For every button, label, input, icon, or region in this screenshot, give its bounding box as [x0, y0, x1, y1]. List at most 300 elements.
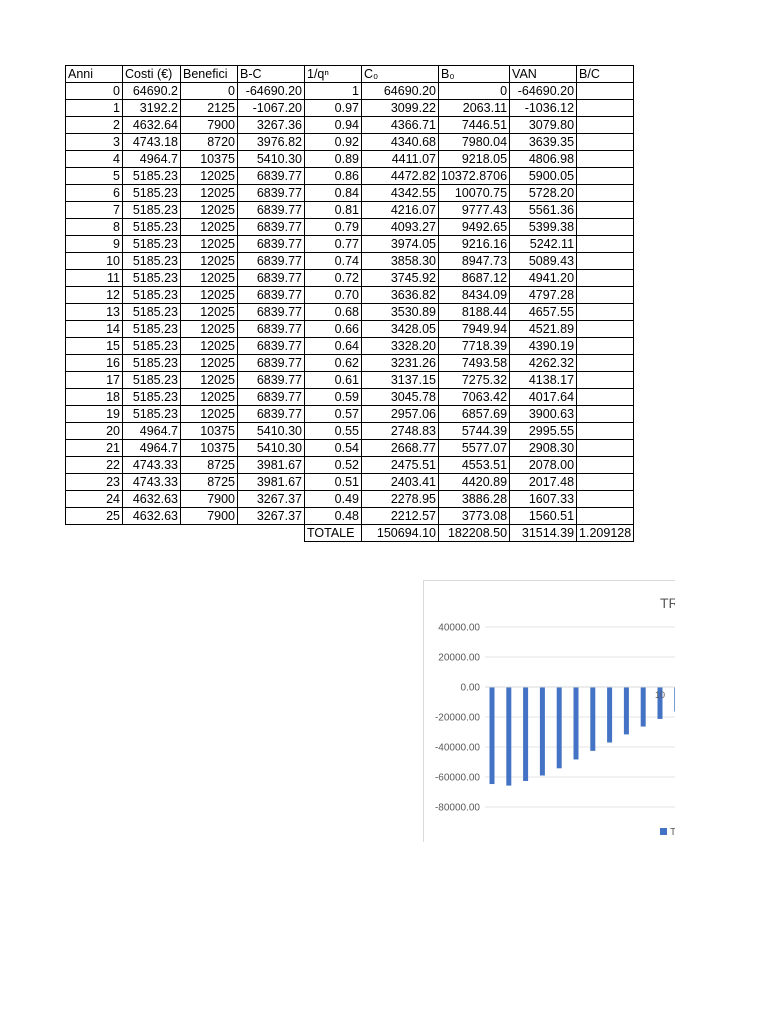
cell-b0[interactable]: 9216.16: [439, 236, 510, 253]
table-row: [66, 423, 634, 440]
cell-costi[interactable]: 5185.23: [123, 304, 181, 321]
cell-benefici[interactable]: 12025: [181, 355, 238, 372]
cell-b-minus-c[interactable]: 6839.77: [238, 270, 305, 287]
table-row: [66, 321, 634, 338]
cell-benefici[interactable]: 12025: [181, 338, 238, 355]
cell-anni[interactable]: 11: [66, 270, 123, 287]
cell-anni[interactable]: 6: [66, 185, 123, 202]
cell-van[interactable]: 4806.98: [510, 151, 577, 168]
cell-discount-factor[interactable]: 0.62: [305, 355, 362, 372]
cell-costi[interactable]: 4743.33: [123, 474, 181, 491]
cell-b-minus-c[interactable]: -1067.20: [238, 100, 305, 117]
chart-bar: [506, 687, 511, 786]
cell-c0[interactable]: 3328.20: [362, 338, 439, 355]
cell-costi[interactable]: 5185.23: [123, 168, 181, 185]
cell-c0[interactable]: 4093.27: [362, 219, 439, 236]
cell-benefici[interactable]: 12025: [181, 202, 238, 219]
cell-van[interactable]: 5728.20: [510, 185, 577, 202]
cell-benefici[interactable]: 10375: [181, 440, 238, 457]
cell-b-minus-c[interactable]: 5410.30: [238, 423, 305, 440]
cell-b-minus-c[interactable]: 6839.77: [238, 185, 305, 202]
table-row: [66, 134, 634, 151]
cell-c0[interactable]: 3137.15: [362, 372, 439, 389]
cell-anni[interactable]: 12: [66, 287, 123, 304]
cell-discount-factor[interactable]: 0.97: [305, 100, 362, 117]
chart-container[interactable]: [423, 580, 679, 842]
cell-b-over-c[interactable]: [577, 338, 634, 355]
cell-benefici[interactable]: 8720: [181, 134, 238, 151]
cell-discount-factor[interactable]: 0.61: [305, 372, 362, 389]
cell-costi[interactable]: 5185.23: [123, 389, 181, 406]
cell-c0[interactable]: 3530.89: [362, 304, 439, 321]
table-row: [66, 117, 634, 134]
cell-discount-factor[interactable]: 0.66: [305, 321, 362, 338]
cell-benefici[interactable]: 12025: [181, 168, 238, 185]
cell-van[interactable]: 2017.48: [510, 474, 577, 491]
header-discount-factor[interactable]: 1/qⁿ: [305, 66, 362, 83]
chart-y-tick-label: -20000.00: [434, 712, 480, 724]
cell-b-over-c[interactable]: [577, 253, 634, 270]
data-table: [65, 65, 634, 542]
cell-b-over-c[interactable]: [577, 236, 634, 253]
cell-anni[interactable]: 23: [66, 474, 123, 491]
table-row: [66, 151, 634, 168]
cell-costi[interactable]: 4743.33: [123, 457, 181, 474]
cell-van[interactable]: -64690.20: [510, 83, 577, 100]
cell-b-minus-c[interactable]: 3267.36: [238, 117, 305, 134]
cell-anni[interactable]: 22: [66, 457, 123, 474]
cell-costi[interactable]: 4964.7: [123, 151, 181, 168]
cell-discount-factor[interactable]: 0.57: [305, 406, 362, 423]
cell-b-over-c[interactable]: [577, 270, 634, 287]
cell-b0[interactable]: 0: [439, 83, 510, 100]
cell-costi[interactable]: 4632.63: [123, 491, 181, 508]
cell-van[interactable]: 5399.38: [510, 219, 577, 236]
table-row: [66, 474, 634, 491]
cell-anni[interactable]: 9: [66, 236, 123, 253]
cell-c0[interactable]: 2748.83: [362, 423, 439, 440]
cell-b-minus-c[interactable]: 6839.77: [238, 338, 305, 355]
cell-c0[interactable]: 2957.06: [362, 406, 439, 423]
cell-b0[interactable]: 9492.65: [439, 219, 510, 236]
cell-b-minus-c[interactable]: 6839.77: [238, 389, 305, 406]
cell-van[interactable]: 4262.32: [510, 355, 577, 372]
empty-cell: [238, 525, 305, 542]
cell-b-minus-c[interactable]: 5410.30: [238, 151, 305, 168]
cell-discount-factor[interactable]: 0.72: [305, 270, 362, 287]
cell-benefici[interactable]: 12025: [181, 253, 238, 270]
table-row: [66, 185, 634, 202]
chart-y-tick-label: 0.00: [460, 682, 480, 694]
cell-anni[interactable]: 15: [66, 338, 123, 355]
cell-c0[interactable]: 4472.82: [362, 168, 439, 185]
cell-b0[interactable]: 6857.69: [439, 406, 510, 423]
cell-van[interactable]: 4941.20: [510, 270, 577, 287]
table-row: [66, 253, 634, 270]
cell-b-minus-c[interactable]: 6839.77: [238, 406, 305, 423]
table-row: [66, 457, 634, 474]
cell-van[interactable]: 4797.28: [510, 287, 577, 304]
cell-benefici[interactable]: 8725: [181, 474, 238, 491]
empty-cell: [66, 525, 123, 542]
bar-chart[interactable]: [423, 580, 679, 842]
cell-van[interactable]: 4017.64: [510, 389, 577, 406]
header-costi[interactable]: Costi (€): [123, 66, 181, 83]
cell-discount-factor[interactable]: 0.54: [305, 440, 362, 457]
cell-costi[interactable]: 64690.2: [123, 83, 181, 100]
cell-benefici[interactable]: 7900: [181, 117, 238, 134]
chart-bar: [523, 687, 528, 781]
header-benefici[interactable]: Benefici: [181, 66, 238, 83]
cell-van[interactable]: 3639.35: [510, 134, 577, 151]
total-b0[interactable]: 182208.50: [439, 525, 510, 542]
cell-benefici[interactable]: 12025: [181, 287, 238, 304]
cell-van[interactable]: 3900.63: [510, 406, 577, 423]
cell-b-over-c[interactable]: [577, 168, 634, 185]
cell-c0[interactable]: 2212.57: [362, 508, 439, 525]
cell-b-over-c[interactable]: [577, 117, 634, 134]
cell-b-minus-c[interactable]: 6839.77: [238, 355, 305, 372]
cell-costi[interactable]: 3192.2: [123, 100, 181, 117]
table-row: [66, 100, 634, 117]
cell-b-over-c[interactable]: [577, 304, 634, 321]
cell-c0[interactable]: 3428.05: [362, 321, 439, 338]
cell-b-over-c[interactable]: [577, 372, 634, 389]
cell-van[interactable]: 4657.55: [510, 304, 577, 321]
cell-benefici[interactable]: 10375: [181, 423, 238, 440]
cell-anni[interactable]: 8: [66, 219, 123, 236]
cell-discount-factor[interactable]: 0.68: [305, 304, 362, 321]
cell-b-over-c[interactable]: [577, 457, 634, 474]
table-row: [66, 202, 634, 219]
cell-costi[interactable]: 4632.64: [123, 117, 181, 134]
cell-b-minus-c[interactable]: 3981.67: [238, 457, 305, 474]
table-row: [66, 287, 634, 304]
chart-bar: [574, 687, 579, 759]
cell-costi[interactable]: 5185.23: [123, 406, 181, 423]
cell-b-minus-c[interactable]: 3267.37: [238, 491, 305, 508]
cell-b-minus-c[interactable]: 3267.37: [238, 508, 305, 525]
cell-anni[interactable]: 19: [66, 406, 123, 423]
header-b-minus-c[interactable]: B-C: [238, 66, 305, 83]
cell-c0[interactable]: 3231.26: [362, 355, 439, 372]
cell-discount-factor[interactable]: 0.86: [305, 168, 362, 185]
cell-van[interactable]: 4521.89: [510, 321, 577, 338]
header-b0[interactable]: B₀: [439, 66, 510, 83]
cell-b0[interactable]: 7980.04: [439, 134, 510, 151]
chart-bar: [590, 687, 595, 751]
cell-van[interactable]: 4138.17: [510, 372, 577, 389]
total-van[interactable]: 31514.39: [510, 525, 577, 542]
chart-y-tick-label: -60000.00: [434, 772, 480, 784]
cell-c0[interactable]: 2278.95: [362, 491, 439, 508]
cell-b-over-c[interactable]: [577, 219, 634, 236]
header-c0[interactable]: C₀: [362, 66, 439, 83]
cell-c0[interactable]: 4340.68: [362, 134, 439, 151]
chart-legend-swatch: [660, 828, 667, 835]
table-row: [66, 355, 634, 372]
table-row: [66, 270, 634, 287]
cell-benefici[interactable]: 12025: [181, 389, 238, 406]
cell-c0[interactable]: 3974.05: [362, 236, 439, 253]
cell-van[interactable]: 1560.51: [510, 508, 577, 525]
cell-b0[interactable]: 8434.09: [439, 287, 510, 304]
cell-b0[interactable]: 9218.05: [439, 151, 510, 168]
cell-anni[interactable]: 20: [66, 423, 123, 440]
chart-legend-label: T: [670, 827, 677, 838]
cell-discount-factor[interactable]: 0.52: [305, 457, 362, 474]
cell-van[interactable]: 5900.05: [510, 168, 577, 185]
cell-b0[interactable]: 7718.39: [439, 338, 510, 355]
cell-b-minus-c[interactable]: 3981.67: [238, 474, 305, 491]
cell-b-minus-c[interactable]: 5410.30: [238, 440, 305, 457]
cell-b0[interactable]: 7493.58: [439, 355, 510, 372]
cell-b-over-c[interactable]: [577, 474, 634, 491]
cell-c0[interactable]: 4342.55: [362, 185, 439, 202]
cell-b0[interactable]: 7063.42: [439, 389, 510, 406]
cell-costi[interactable]: 5185.23: [123, 202, 181, 219]
total-c0[interactable]: 150694.10: [362, 525, 439, 542]
cell-discount-factor[interactable]: 0.70: [305, 287, 362, 304]
cell-b-over-c[interactable]: [577, 406, 634, 423]
cell-discount-factor[interactable]: 0.84: [305, 185, 362, 202]
cell-b-over-c[interactable]: [577, 423, 634, 440]
cell-anni[interactable]: 10: [66, 253, 123, 270]
table-row: [66, 406, 634, 423]
cell-discount-factor[interactable]: 0.64: [305, 338, 362, 355]
cell-costi[interactable]: 4632.63: [123, 508, 181, 525]
cell-van[interactable]: 2995.55: [510, 423, 577, 440]
cell-c0[interactable]: 3636.82: [362, 287, 439, 304]
cell-b0[interactable]: 9777.43: [439, 202, 510, 219]
cell-b-over-c[interactable]: [577, 491, 634, 508]
cell-van[interactable]: 2078.00: [510, 457, 577, 474]
cell-c0[interactable]: 4366.71: [362, 117, 439, 134]
cell-b-minus-c[interactable]: 6839.77: [238, 202, 305, 219]
cell-anni[interactable]: 24: [66, 491, 123, 508]
cell-benefici[interactable]: 12025: [181, 304, 238, 321]
cell-b-over-c[interactable]: [577, 202, 634, 219]
cell-b0[interactable]: 4420.89: [439, 474, 510, 491]
cell-b-minus-c[interactable]: 3976.82: [238, 134, 305, 151]
cell-b0[interactable]: 3773.08: [439, 508, 510, 525]
cell-b-over-c[interactable]: [577, 355, 634, 372]
chart-y-tick-label: 40000.00: [438, 622, 480, 634]
cell-b-over-c[interactable]: [577, 389, 634, 406]
cell-b-minus-c[interactable]: 6839.77: [238, 304, 305, 321]
cell-b-over-c[interactable]: [577, 134, 634, 151]
table-row: [66, 83, 634, 100]
cell-b0[interactable]: 7949.94: [439, 321, 510, 338]
cell-van[interactable]: 5089.43: [510, 253, 577, 270]
cell-c0[interactable]: 4411.07: [362, 151, 439, 168]
header-row: [66, 66, 634, 83]
chart-bar: [607, 687, 612, 743]
cell-costi[interactable]: 5185.23: [123, 270, 181, 287]
cell-b-over-c[interactable]: [577, 83, 634, 100]
cell-costi[interactable]: 5185.23: [123, 236, 181, 253]
chart-bar: [624, 687, 629, 734]
cell-benefici[interactable]: 0: [181, 83, 238, 100]
cell-b0[interactable]: 10372.8706: [439, 168, 510, 185]
cell-discount-factor[interactable]: 0.92: [305, 134, 362, 151]
cell-c0[interactable]: 2668.77: [362, 440, 439, 457]
cell-costi[interactable]: 4743.18: [123, 134, 181, 151]
cell-b-minus-c[interactable]: 6839.77: [238, 168, 305, 185]
cell-anni[interactable]: 25: [66, 508, 123, 525]
cell-c0[interactable]: 3099.22: [362, 100, 439, 117]
cell-van[interactable]: 4390.19: [510, 338, 577, 355]
cell-costi[interactable]: 5185.23: [123, 338, 181, 355]
cell-discount-factor[interactable]: 0.59: [305, 389, 362, 406]
cell-anni[interactable]: 3: [66, 134, 123, 151]
cell-c0[interactable]: 3045.78: [362, 389, 439, 406]
cell-b0[interactable]: 3886.28: [439, 491, 510, 508]
cell-b0[interactable]: 8188.44: [439, 304, 510, 321]
cell-van[interactable]: 3079.80: [510, 117, 577, 134]
chart-bar: [490, 687, 495, 784]
cell-anni[interactable]: 1: [66, 100, 123, 117]
cell-b0[interactable]: 5577.07: [439, 440, 510, 457]
cell-anni[interactable]: 21: [66, 440, 123, 457]
cell-benefici[interactable]: 12025: [181, 270, 238, 287]
cell-b-over-c[interactable]: [577, 508, 634, 525]
table-row: [66, 372, 634, 389]
chart-bars: [490, 687, 676, 786]
total-label[interactable]: TOTALE: [305, 525, 362, 542]
cell-b0[interactable]: 8947.73: [439, 253, 510, 270]
cell-discount-factor[interactable]: 1: [305, 83, 362, 100]
chart-y-axis: [435, 623, 480, 814]
cell-c0[interactable]: 3745.92: [362, 270, 439, 287]
chart-title: TR: [660, 595, 679, 611]
table-row: [66, 168, 634, 185]
cell-benefici[interactable]: 8725: [181, 457, 238, 474]
cell-benefici[interactable]: 12025: [181, 236, 238, 253]
chart-y-tick-label: 20000.00: [438, 652, 480, 664]
cell-van[interactable]: -1036.12: [510, 100, 577, 117]
cell-b-minus-c[interactable]: 6839.77: [238, 236, 305, 253]
cell-van[interactable]: 1607.33: [510, 491, 577, 508]
cell-van[interactable]: 2908.30: [510, 440, 577, 457]
cell-b-minus-c[interactable]: 6839.77: [238, 219, 305, 236]
cell-anni[interactable]: 13: [66, 304, 123, 321]
cell-b-minus-c[interactable]: 6839.77: [238, 321, 305, 338]
cell-b0[interactable]: 4553.51: [439, 457, 510, 474]
cell-discount-factor[interactable]: 0.94: [305, 117, 362, 134]
table-row: [66, 236, 634, 253]
cell-van[interactable]: 5561.36: [510, 202, 577, 219]
cell-b0[interactable]: 7446.51: [439, 117, 510, 134]
chart-gridlines: [485, 627, 675, 807]
chart-bar: [540, 687, 545, 776]
cell-benefici[interactable]: 12025: [181, 321, 238, 338]
cell-costi[interactable]: 5185.23: [123, 355, 181, 372]
cell-benefici[interactable]: 2125: [181, 100, 238, 117]
header-b-over-c[interactable]: B/C: [577, 66, 634, 83]
cell-van[interactable]: 5242.11: [510, 236, 577, 253]
cell-b-over-c[interactable]: [577, 100, 634, 117]
cell-anni[interactable]: 16: [66, 355, 123, 372]
cell-b-minus-c[interactable]: 6839.77: [238, 253, 305, 270]
cell-discount-factor[interactable]: 0.74: [305, 253, 362, 270]
cell-b0[interactable]: 8687.12: [439, 270, 510, 287]
table-row: [66, 508, 634, 525]
cell-b-minus-c[interactable]: 6839.77: [238, 372, 305, 389]
cell-discount-factor[interactable]: 0.49: [305, 491, 362, 508]
table-row: [66, 440, 634, 457]
cell-costi[interactable]: 4964.7: [123, 423, 181, 440]
cell-anni[interactable]: 17: [66, 372, 123, 389]
cell-c0[interactable]: 3858.30: [362, 253, 439, 270]
header-van[interactable]: VAN: [510, 66, 577, 83]
cell-costi[interactable]: 5185.23: [123, 321, 181, 338]
table-row: [66, 338, 634, 355]
cell-benefici[interactable]: 10375: [181, 151, 238, 168]
cell-costi[interactable]: 5185.23: [123, 253, 181, 270]
cell-c0[interactable]: 2403.41: [362, 474, 439, 491]
total-bc[interactable]: 1.209128: [577, 525, 634, 542]
cell-discount-factor[interactable]: 0.89: [305, 151, 362, 168]
chart-x-tick-label: 10: [655, 690, 666, 700]
cell-anni[interactable]: 2: [66, 117, 123, 134]
cell-benefici[interactable]: 12025: [181, 219, 238, 236]
header-anni[interactable]: Anni: [66, 66, 123, 83]
cell-anni[interactable]: 5: [66, 168, 123, 185]
cell-b-over-c[interactable]: [577, 440, 634, 457]
cell-costi[interactable]: 4964.7: [123, 440, 181, 457]
cell-c0[interactable]: 2475.51: [362, 457, 439, 474]
cell-discount-factor[interactable]: 0.81: [305, 202, 362, 219]
cell-discount-factor[interactable]: 0.77: [305, 236, 362, 253]
cell-c0[interactable]: 64690.20: [362, 83, 439, 100]
cell-b-minus-c[interactable]: -64690.20: [238, 83, 305, 100]
empty-cell: [181, 525, 238, 542]
cell-benefici[interactable]: 12025: [181, 406, 238, 423]
cell-benefici[interactable]: 7900: [181, 508, 238, 525]
cell-benefici[interactable]: 12025: [181, 372, 238, 389]
cell-b-over-c[interactable]: [577, 151, 634, 168]
cell-b-over-c[interactable]: [577, 185, 634, 202]
cell-costi[interactable]: 5185.23: [123, 372, 181, 389]
cell-anni[interactable]: 0: [66, 83, 123, 100]
chart-y-tick-label: -80000.00: [434, 802, 480, 814]
chart-y-tick-label: -40000.00: [434, 742, 480, 754]
cell-benefici[interactable]: 12025: [181, 185, 238, 202]
cell-b-over-c[interactable]: [577, 321, 634, 338]
cell-anni[interactable]: 7: [66, 202, 123, 219]
cell-costi[interactable]: 5185.23: [123, 185, 181, 202]
cell-discount-factor[interactable]: 0.79: [305, 219, 362, 236]
cell-anni[interactable]: 4: [66, 151, 123, 168]
cell-discount-factor[interactable]: 0.55: [305, 423, 362, 440]
cell-costi[interactable]: 5185.23: [123, 287, 181, 304]
cell-b0[interactable]: 5744.39: [439, 423, 510, 440]
cell-anni[interactable]: 14: [66, 321, 123, 338]
cell-b0[interactable]: 7275.32: [439, 372, 510, 389]
chart-bar: [674, 687, 675, 712]
cell-b0[interactable]: 10070.75: [439, 185, 510, 202]
cell-costi[interactable]: 5185.23: [123, 219, 181, 236]
cell-b-minus-c[interactable]: 6839.77: [238, 287, 305, 304]
cell-b-over-c[interactable]: [577, 287, 634, 304]
cell-anni[interactable]: 18: [66, 389, 123, 406]
cell-benefici[interactable]: 7900: [181, 491, 238, 508]
cell-discount-factor[interactable]: 0.48: [305, 508, 362, 525]
cell-c0[interactable]: 4216.07: [362, 202, 439, 219]
cell-b0[interactable]: 2063.11: [439, 100, 510, 117]
cell-discount-factor[interactable]: 0.51: [305, 474, 362, 491]
